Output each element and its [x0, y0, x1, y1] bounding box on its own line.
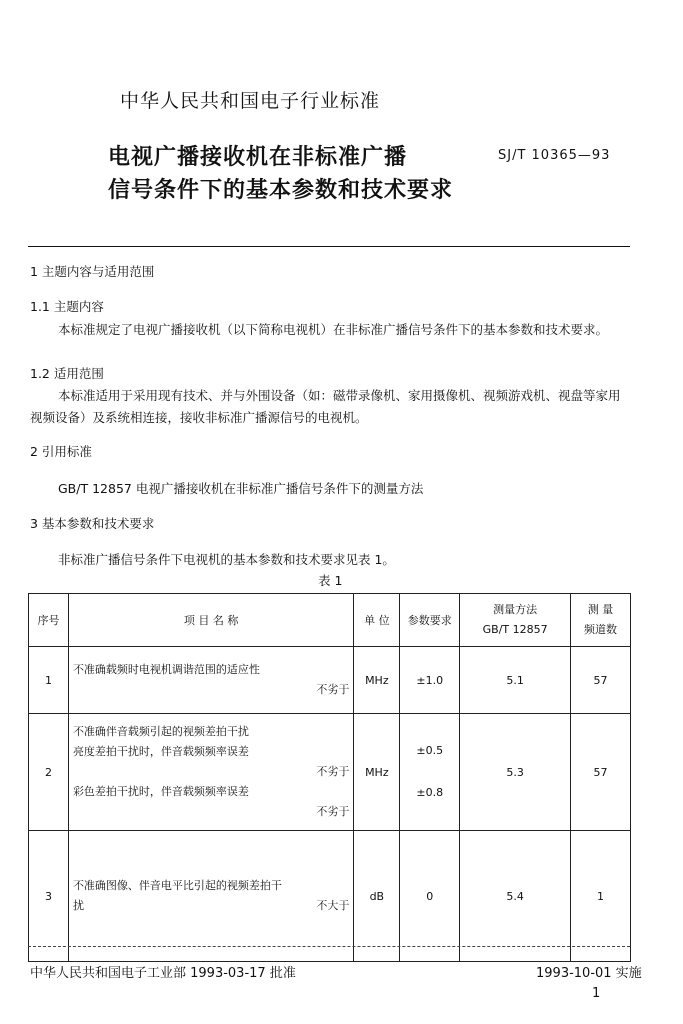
req-value: ±0.5 — [416, 744, 444, 757]
reference-standard: GB/T 12857 电视广播接收机在非标准广播信号条件下的测量方法 — [58, 481, 424, 496]
table-header-row — [29, 594, 631, 647]
item-text: 不准确图像、伴音电平比引起的视频差拍干 — [72, 879, 282, 892]
row-item — [68, 714, 353, 831]
header-no: 序号 — [29, 594, 69, 647]
footer-divider — [28, 946, 630, 947]
table-row — [29, 831, 631, 962]
document-title-line1: 电视广播接收机在非标准广播 — [108, 145, 408, 170]
header-unit: 单 位 — [354, 594, 400, 647]
header-method-line1: 测量方法 — [493, 603, 538, 616]
row-count: 1 — [571, 831, 631, 962]
item-condition: 不劣于 — [316, 805, 350, 818]
header-count — [571, 594, 631, 647]
header-count-line1: 测 量 — [587, 603, 614, 616]
row-count: 57 — [571, 647, 631, 714]
row-method: 5.4 — [460, 831, 571, 962]
row-unit: MHz — [354, 647, 400, 714]
row-req: ±1.0 — [400, 647, 460, 714]
header-item: 项 目 名 称 — [68, 594, 353, 647]
header-divider — [28, 246, 630, 247]
item-text: 不准确伴音载频引起的视频差拍干扰 — [72, 725, 249, 738]
item-text-with-condition — [73, 896, 349, 916]
header-method — [460, 594, 571, 647]
item-text: 不准确载频时电视机调谐范围的适应性 — [72, 663, 260, 676]
page-number: 1 — [592, 986, 601, 1001]
row-count: 57 — [571, 714, 631, 831]
item-condition: 不劣于 — [316, 765, 350, 778]
section-3-text: 非标准广播信号条件下电视机的基本参数和技术要求见表 1。 — [58, 552, 395, 567]
section-1-2-heading: 1.2 适用范围 — [30, 366, 104, 381]
row-no: 2 — [29, 714, 69, 831]
row-no: 3 — [29, 831, 69, 962]
header-count-line2: 频道数 — [584, 623, 618, 636]
item-condition: 不大于 — [316, 899, 350, 912]
section-1-1-text: 本标准规定了电视广播接收机（以下简称电视机）在非标准广播信号条件下的基本参数和技术要求。 — [58, 322, 609, 337]
section-1-heading: 1 主题内容与适用范围 — [30, 264, 155, 279]
standard-number: SJ/T 10365—93 — [498, 148, 611, 163]
row-no: 1 — [29, 647, 69, 714]
row-item — [68, 647, 353, 714]
item-condition: 不劣于 — [316, 683, 350, 696]
row-req — [400, 714, 460, 831]
row-item — [68, 831, 353, 962]
document-title-line2: 信号条件下的基本参数和技术要求 — [108, 178, 454, 203]
req-value: ±0.8 — [416, 786, 444, 799]
section-2-heading: 2 引用标准 — [30, 444, 92, 459]
spec-table — [28, 593, 631, 962]
section-1-2-text: 本标准适用于采用现有技术、并与外围设备（如：磁带录像机、家用摄像机、视频游戏机、视盘等家用视频设备）及系统相连接，接收非标准广播源信号的电视机。 — [30, 388, 621, 425]
approval-date: 中华人民共和国电子工业部 1993-03-17 批准 — [30, 966, 296, 981]
item-text: 扰 — [72, 899, 84, 912]
section-1-1-heading: 1.1 主题内容 — [30, 299, 104, 314]
row-unit: MHz — [354, 714, 400, 831]
item-text: 亮度差拍干扰时，伴音载频频率误差 — [72, 745, 249, 758]
table-row — [29, 714, 631, 831]
section-3-heading: 3 基本参数和技术要求 — [30, 516, 155, 531]
implementation-date: 1993-10-01 实施 — [536, 966, 642, 981]
table-row — [29, 647, 631, 714]
ministry-header: 中华人民共和国电子行业标准 — [120, 90, 381, 112]
row-method: 5.1 — [460, 647, 571, 714]
table-caption: 表 1 — [318, 573, 343, 588]
row-unit: dB — [354, 831, 400, 962]
header-req: 参数要求 — [400, 594, 460, 647]
item-text: 彩色差拍干扰时，伴音载频频率误差 — [72, 785, 249, 798]
header-method-line2: GB/T 12857 — [482, 623, 548, 636]
row-method: 5.3 — [460, 714, 571, 831]
row-req: 0 — [400, 831, 460, 962]
